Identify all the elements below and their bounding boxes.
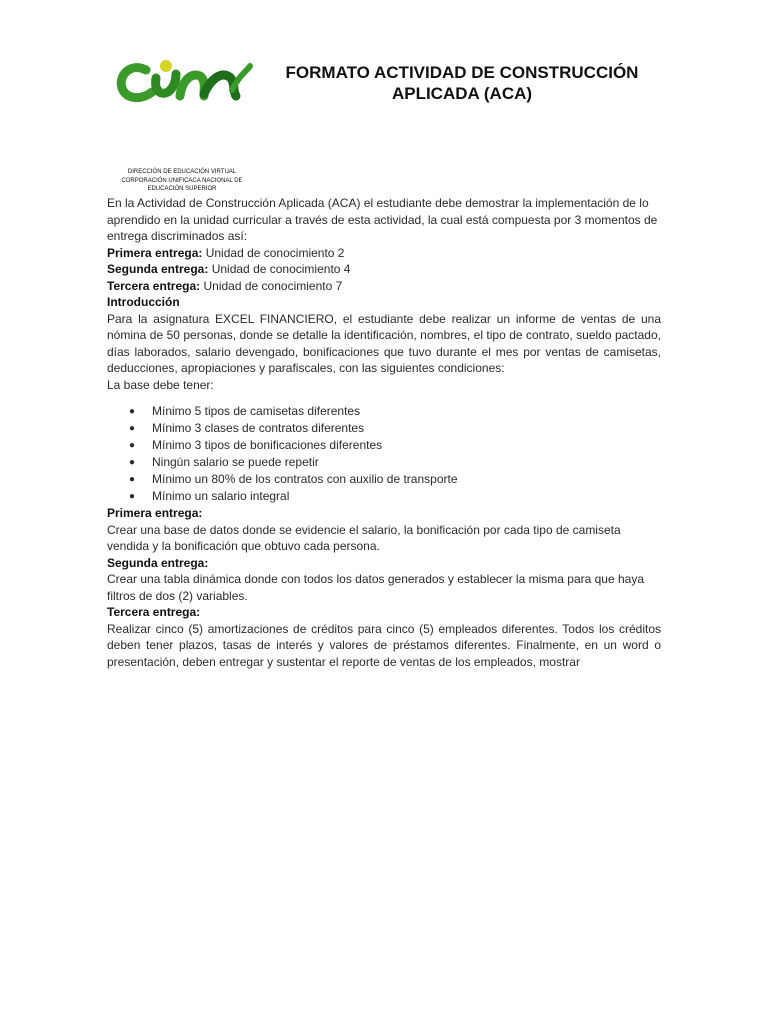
introduction-heading: Introducción: [107, 295, 180, 309]
bullet-icon: ●: [129, 474, 136, 485]
list-item: [107, 488, 661, 505]
list-item: [107, 454, 661, 471]
delivery-line-3: [107, 278, 661, 295]
delivery-value: Unidad de conocimiento 2: [205, 245, 345, 260]
second-delivery-text: Crear una tabla dinámica donde con todos los datos generados y establecer la misma para que haya filtros de dos (2) variables.: [107, 572, 644, 603]
org-line-3: EDUCACIÓN SUPERIOR: [147, 186, 217, 192]
delivery-value: Unidad de conocimiento 4: [211, 262, 351, 276]
document-body: [107, 195, 661, 670]
list-item-text: Mínimo 3 clases de contratos diferentes: [152, 421, 365, 435]
list-item-text: Mínimo un salario integral: [152, 489, 290, 503]
bullet-icon: ●: [129, 423, 136, 434]
title-line-1: FORMATO ACTIVIDAD DE CONSTRUCCIÓN: [285, 63, 639, 82]
delivery-line-1: [107, 245, 661, 262]
third-delivery-text: Realizar cinco (5) amortizaciones de créditos para cinco (5) empleados diferentes. Todos los créditos deben tener plazos, tasas de interés y valores de préstamos diferentes. Finalmente, en un word o presentación, deben entregar y sustentar el reporte de ventas de los empleados, mostrar: [107, 621, 661, 669]
list-item: [107, 471, 661, 488]
delivery-label: Primera entrega:: [107, 245, 203, 260]
base-label: La base debe tener:: [107, 377, 214, 392]
org-line-1: DIRECCIÓN DE EDUCACIÓN VIRTUAL: [127, 169, 237, 175]
org-line-2: CORPORACIÓN UNIFICACA NACIONAL DE: [121, 177, 243, 184]
bullet-icon: ●: [129, 440, 136, 451]
third-delivery-heading: Tercera entrega:: [107, 605, 201, 619]
list-item-text: Mínimo 5 tipos de camisetas diferentes: [152, 404, 361, 418]
list-item: [107, 403, 661, 420]
title-line-2: APLICADA (ACA): [391, 84, 533, 103]
cun-logo: [116, 56, 254, 106]
list-item-text: Mínimo 3 tipos de bonificaciones diferentes: [152, 438, 383, 452]
requirements-list: [107, 403, 661, 505]
bullet-icon: ●: [129, 457, 136, 468]
organization-caption: [112, 168, 252, 194]
delivery-line-2: [107, 261, 661, 278]
bullet-icon: ●: [129, 406, 136, 417]
second-delivery-heading: Segunda entrega:: [107, 555, 209, 570]
delivery-label: Segunda entrega:: [107, 262, 209, 276]
first-delivery-heading: Primera entrega:: [107, 506, 203, 520]
intro-paragraph: En la Actividad de Construcción Aplicada (ACA) el estudiante debe demostrar la implementación de lo aprendido en la unidad curricular a través de esta actividad, la cual está compuesta por 3 momentos de entrega discriminados así:: [107, 196, 658, 243]
bullet-icon: ●: [129, 491, 136, 502]
delivery-value: Unidad de conocimiento 7: [203, 278, 343, 293]
list-item-text: Ningún salario se puede repetir: [152, 455, 319, 469]
list-item-text: Mínimo un 80% de los contratos con auxilio de transporte: [152, 472, 458, 486]
introduction-paragraph: Para la asignatura EXCEL FINANCIERO, el estudiante debe realizar un informe de ventas de una nómina de 50 personas, donde se detalle la identificación, nombres, el tipo de contrato, sueldo pactado, días laborados, salario devengado, bonificaciones que tuvo durante el mes por ventas de camisetas, deducciones, apropiaciones y parafiscales, con las siguientes condiciones:: [107, 311, 661, 375]
list-item: [107, 437, 661, 454]
document-title: [262, 62, 662, 104]
first-delivery-text: Crear una base de datos donde se evidencie el salario, la bonificación por cada tipo de camiseta vendida y la bonificación que obtuvo cada persona.: [107, 522, 621, 553]
list-item: [107, 420, 661, 437]
delivery-label: Tercera entrega:: [107, 278, 201, 293]
